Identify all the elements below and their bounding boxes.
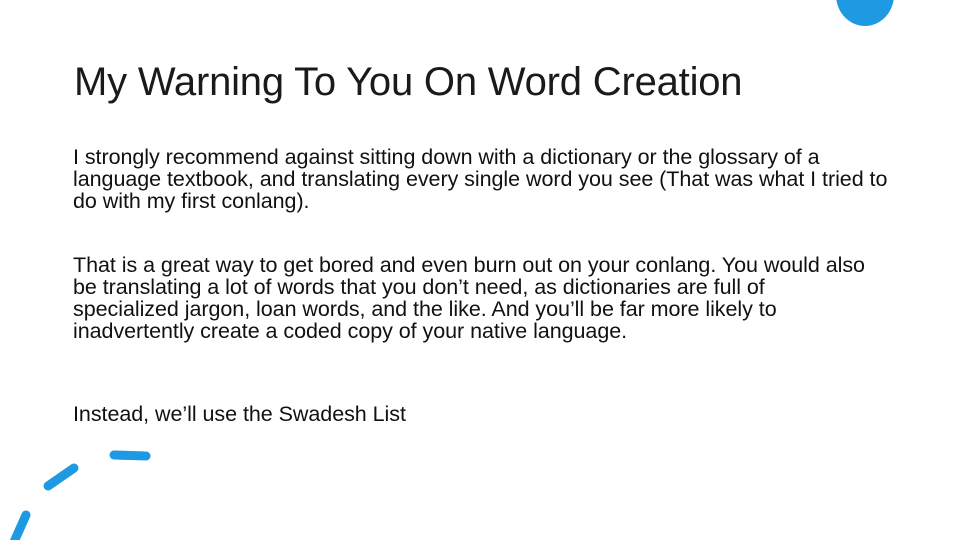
dash-segment-1 xyxy=(114,455,146,456)
paragraph-burnout-warning: That is a great way to get bored and even burn out on your conlang. You would also be translating a lot of words that you don’t need, as dictionaries are full of specialized jargon, loan words, and the like. And you’ll be far more likely to inadvertently create a coded copy of your native language. xyxy=(73,253,865,343)
dashed-arc-decoration xyxy=(0,430,170,540)
dash-segment-2 xyxy=(48,468,74,486)
corner-circle-decoration xyxy=(836,0,894,26)
paragraph-dictionary-warning: I strongly recommend against sitting down with a dictionary or the glossary of a language textbook, and translating every single word you see (That was what I tried to do with my first conlang). xyxy=(73,145,888,213)
paragraph-swadesh-list: Instead, we’ll use the Swadesh List xyxy=(73,402,406,426)
slide-title: My Warning To You On Word Creation xyxy=(74,60,743,104)
dash-segment-3 xyxy=(14,515,26,540)
